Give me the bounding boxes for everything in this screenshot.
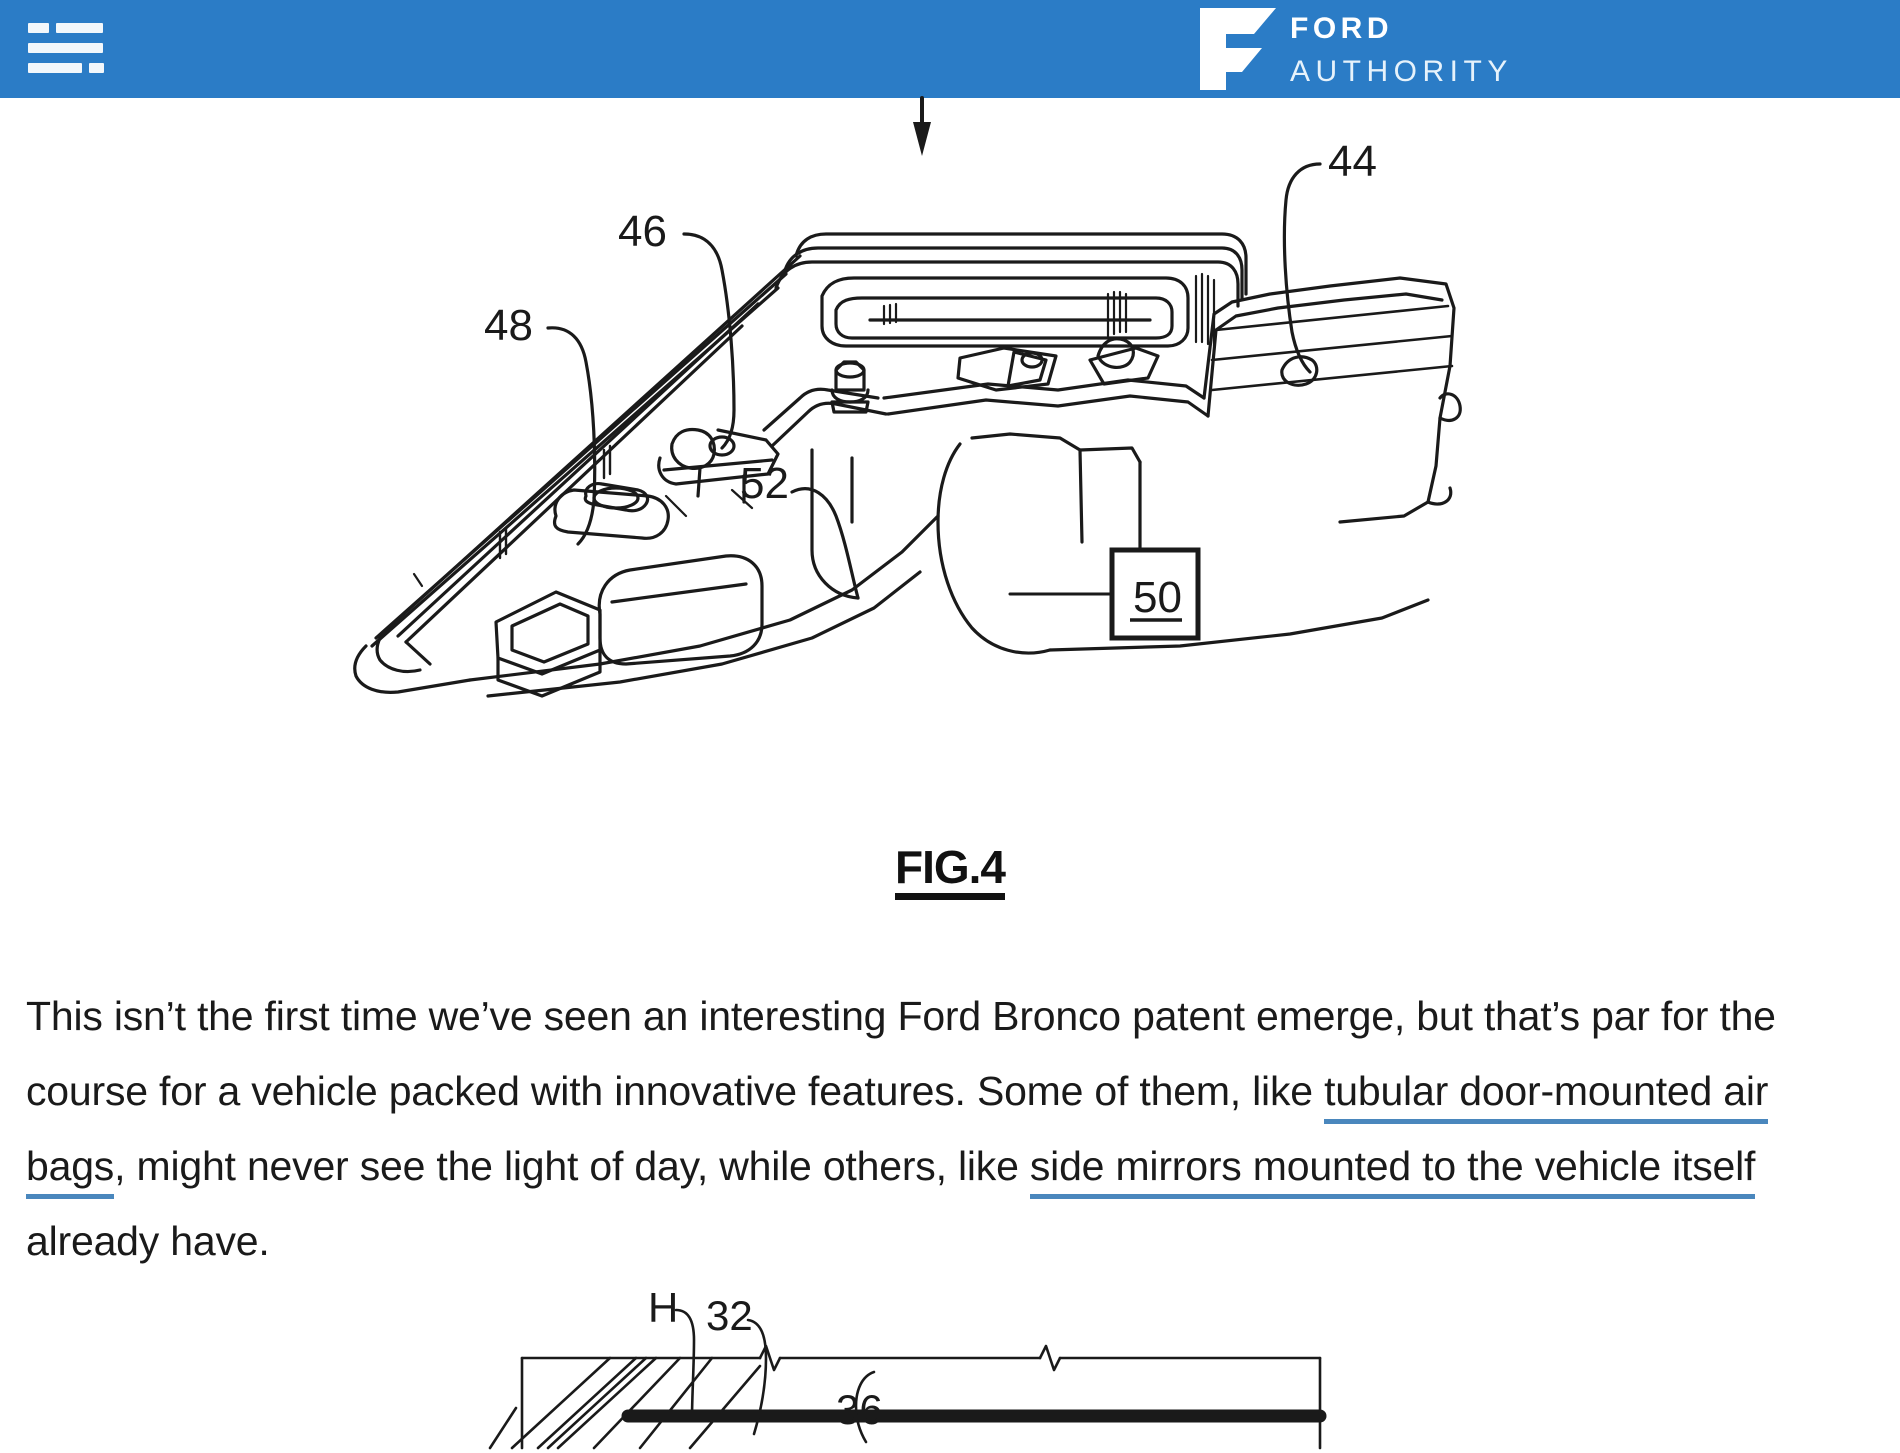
numeral-50-box [1112, 550, 1198, 638]
brand-line-ford: FORD [1290, 11, 1393, 45]
article-paragraph [26, 979, 1874, 1279]
ford-f-logo-icon [1196, 6, 1280, 92]
numeral-46: 46 [618, 207, 667, 256]
numeral-36: 36 [836, 1386, 883, 1433]
link-side-mirrors-mounted-to-the-vehicle-itself[interactable]: side mirrors mounted to the vehicle itself [1030, 1143, 1755, 1199]
numeral-44: 44 [1328, 137, 1377, 186]
paragraph-text-3: already have. [26, 1218, 270, 1264]
figure-caption: FIG.4 [895, 843, 1005, 900]
numeral-52: 52 [740, 459, 789, 508]
patent-drawing-partial [0, 1248, 1900, 1433]
numeral-32: 32 [706, 1292, 753, 1339]
patent-drawing-fig-4 [0, 98, 1900, 818]
svg-text:50: 50 [1133, 573, 1182, 622]
figure-fig-4 [0, 98, 1900, 908]
paragraph-text-2: , might never see the light of day, while others, like [114, 1143, 1030, 1189]
site-header [0, 0, 1900, 98]
article-content [0, 98, 1900, 1433]
brand-line-authority: AUTHORITY [1290, 54, 1513, 88]
link-tubular-door-mounted-air-bags[interactable]: tubular door-mounted air bags [26, 1068, 1768, 1199]
hamburger-menu-button[interactable] [28, 12, 104, 84]
hamburger-menu-icon [28, 23, 104, 33]
numeral-H: H [648, 1284, 679, 1331]
figure-caption-wrapper [0, 843, 1900, 900]
paragraph-text-1: This isn’t the first time we’ve seen an interesting Ford Bronco patent emerge, but that’s par for the course for a vehicle packed with innovative features. Some of them, like [26, 993, 1776, 1114]
site-logo[interactable] [1196, 2, 1513, 96]
numeral-48: 48 [484, 301, 533, 350]
